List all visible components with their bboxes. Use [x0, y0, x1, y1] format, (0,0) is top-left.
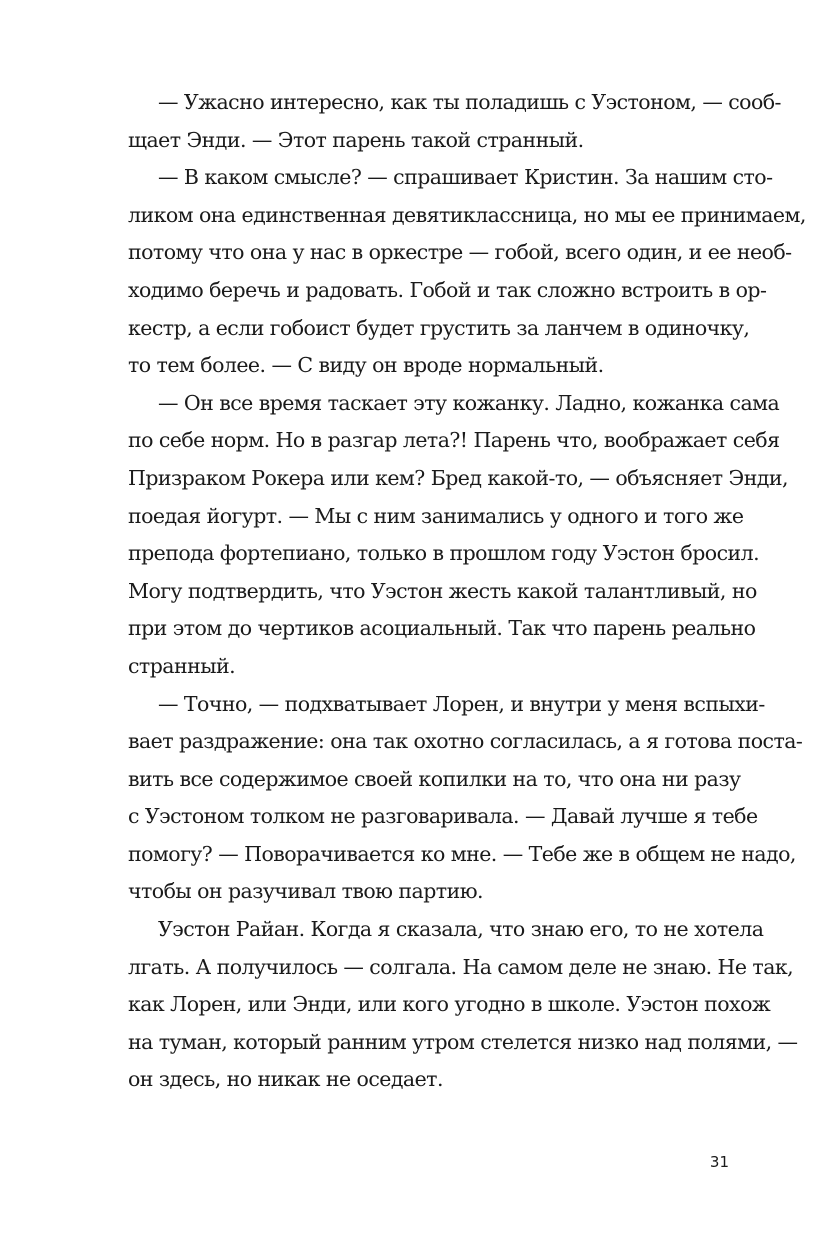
text-line: Призраком Рокера или кем? Бред какой-то, — объясняет Энди,: [128, 465, 788, 490]
text-line: по себе норм. Но в разгар лета?! Парень что, воображает себя: [128, 428, 780, 453]
text-line: на туман, который ранним утром стелется низко над полями, —: [128, 1029, 798, 1054]
text-line: при этом до чертиков асоциальный. Так что парень реально: [128, 616, 756, 641]
text-line: помогу? — Поворачивается ко мне. — Тебе же в общем не надо,: [128, 841, 796, 866]
body-text: [128, 84, 806, 1099]
text-line: потому что она у нас в оркестре — гобой, всего один, и ее необ-: [128, 240, 792, 265]
text-line: с Уэстоном толком не разговаривала. — Давай лучше я тебе: [128, 804, 758, 829]
text-line: то тем более. — С виду он вроде нормальный.: [128, 353, 604, 378]
page-number: 31: [709, 1153, 729, 1171]
text-line: ликом она единственная девятиклассница, но мы ее принимаем,: [128, 202, 806, 227]
text-line: чтобы он разучивал твою партию.: [128, 879, 483, 904]
text-line: — Ужасно интересно, как ты поладишь с Уэстоном, — сооб-: [158, 90, 781, 114]
text-line: странный.: [128, 653, 236, 678]
text-line: лгать. А получилось — солгала. На самом деле не знаю. Не так,: [128, 954, 794, 979]
text-line: он здесь, но никак не оседает.: [128, 1067, 443, 1092]
text-line: как Лорен, или Энди, или кого угодно в школе. Уэстон похож: [128, 992, 771, 1017]
text-line: Могу подтвердить, что Уэстон жесть какой талантливый, но: [128, 578, 757, 603]
text-line: Уэстон Райан. Когда я сказала, что знаю его, то не хотела: [158, 917, 764, 942]
text-line: вить все содержимое своей копилки на то, что она ни разу: [128, 766, 741, 791]
text-line: ходимо беречь и радовать. Гобой и так сложно встроить в ор-: [128, 277, 767, 302]
text-line: вает раздражение: она так охотно согласилась, а я готова поста-: [128, 729, 803, 754]
text-line: поедая йогурт. — Мы с ним занимались у одного и того же: [128, 503, 744, 528]
text-line: — В каком смысле? — спрашивает Кристин. За нашим сто-: [158, 165, 773, 190]
text-line: щает Энди. — Этот парень такой странный.: [128, 127, 584, 152]
text-line: препода фортепиано, только в прошлом году Уэстон бросил.: [128, 541, 760, 566]
text-line: кестр, а если гобоист будет грустить за ланчем в одиночку,: [128, 315, 750, 340]
text-line: — Он все время таскает эту кожанку. Ладно, кожанка сама: [158, 390, 780, 415]
text-line: — Точно, — подхватывает Лорен, и внутри у меня вспыхи-: [158, 691, 765, 716]
